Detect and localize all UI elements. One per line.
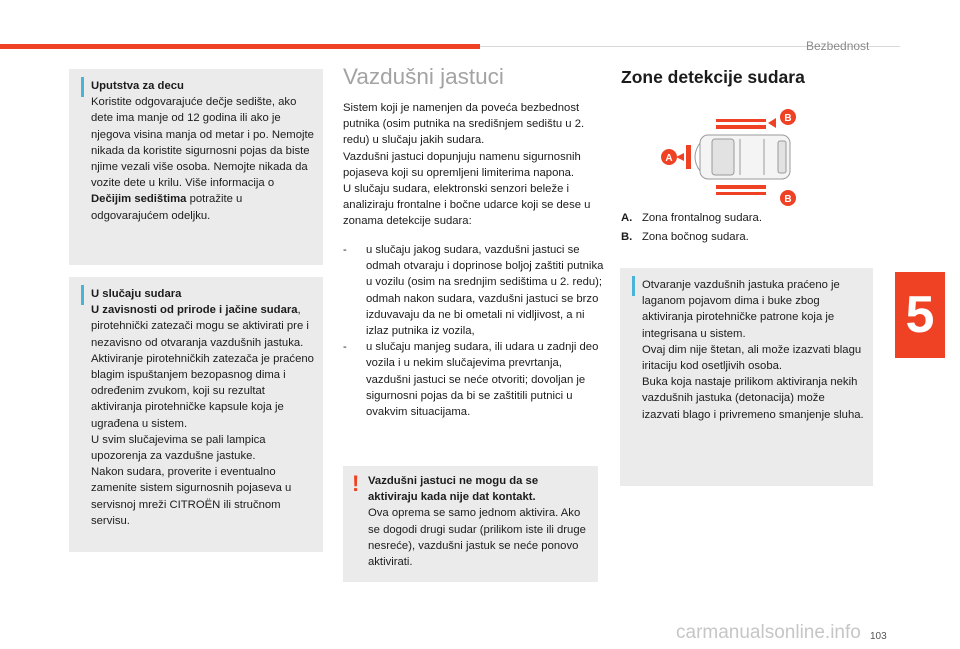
legend-item-b: B. Zona bočnog sudara. [621,231,749,243]
watermark: carmanualsonline.info [676,622,861,643]
chapter-tab: 5 [895,272,945,358]
info-box-title: Uputstva za decu [91,80,184,92]
info-box-text: Otvaranje vazdušnih jastuka praćeno je laganom pojavom dima i buke zbog aktiviranja pirotehničke patrone koja je integrisana u sistem. Ovaj dim nije štetan, ali može izazvati blagu iritaciju kod osetljivih osoba. Buka koja nastaje prilikom aktiviranja nekih vazdušnih jastuka (detonacija) može izazvati blago i privremeno smanjenje sluha. [642,279,864,421]
car-icon [695,135,790,179]
info-box-title: U slučaju sudara [91,288,182,300]
paragraph: U slučaju sudara, elektronski senzori beleže i analiziraju frontalne i bočne udarce koji se dese u zonama detekcije sudara: [343,183,591,228]
marker-b-top-label: B [784,113,792,124]
info-box-subtitle: U zavisnosti od prirode i jačine sudara [91,304,298,317]
info-box-tail: potražite u odgovarajućem odeljku. [91,193,243,222]
warning-title: Vazdušni jastuci ne mogu da se aktiviraju kada nije dat kontakt. [368,475,539,504]
info-box-text [91,78,315,224]
section-title: Bezbednost [806,39,870,53]
list-item: - u slučaju manjeg sudara, ili udara u zadnji deo vozila i u nekim slučajevima prevrtanja, vazdušni jastuci se neće otvoriti; dovoljan je sigurnosni pojas da bi se zaštitili putnici u ovakvim situacijama. [343,341,599,419]
list-item: - u slučaju jakog sudara, vazdušni jastuci se odmah otvaraju i doprinose boljoj zaštiti putnika u vozilu (osim na srednjim sedištima u 2. redu); odmah nakon sudara, vazdušni jastuci se brzo izduvavaju da ne bi ometali ni vidljivost, a ni izlaz putnika iz vozila, [343,244,604,338]
info-icon [81,77,84,97]
section-title-detection-zones: Zone detekcije sudara [621,67,805,87]
header-accent-bar [0,44,480,49]
warning-icon: ! [352,471,360,496]
child-seats-link[interactable]: Dečijim sedištima [91,193,187,206]
warning-box [343,466,598,582]
paragraph: Sistem koji je namenjen da poveća bezbednost putnika (osim putnika na središnjem sedištu u 2. redu) u slučaju jakih sudara. [343,102,585,147]
warning-text [368,473,590,570]
info-box-body: Koristite odgovarajuće dečje sedište, ako dete ima manje od 12 godina ili ako je njegova visina manja od metar i po. Nemojte nikada da koristite sigurnosni pojas da biste njime vezali više osoba. Nemojte nikada da vozite dete u krilu. Više informacija o [91,96,314,190]
info-box-paragraph: U svim slučajevima se pali lampica upozorenja za vazdušne jastuke. [91,433,266,463]
impact-zone-side-bottom [716,185,766,195]
warning-body: Ova oprema se samo jednom aktivira. Ako se dogodi drugi sudar (prilikom iste ili druge nesreće), vazdušni jastuk se neće ponovo aktivirati. [368,507,586,569]
info-box-collision [69,277,323,552]
legend-item-a: A. Zona frontalnog sudara. [621,212,762,224]
info-box-paragraph: Nakon sudara, proverite i eventualno zamenite sistem sigurnosnih pojaseva u servisnoj mreži CITROËN ili stručnom servisu. [91,466,292,527]
marker-a-label: A [665,153,673,164]
info-box-body: , pirotehnički zatezači mogu se aktivirati pre i nezavisno od otvaranja vazdušnih jastuka. Aktiviranje pirotehničkih zatezača je praćeno blagim ispuštanjem bezopasnog dima i određenim zvukom, koji su rezultat aktiviranja pirotehničke kapsule koja je ugrađena u sistem. [91,304,314,430]
page-title-airbags: Vazdušni jastuci [343,64,504,89]
airbags-intro [343,100,605,230]
car-detection-diagram [660,105,800,210]
info-icon [81,285,84,305]
info-box-smoke-noise [620,268,873,486]
paragraph: Vazdušni jastuci dopunjuju namenu sigurnosnih pojaseva koji su opremljeni limiterima napona. [343,150,581,179]
info-box-child-safety [69,69,323,265]
info-box-text [91,286,315,529]
info-icon [632,276,635,296]
impact-zone-front [676,145,691,169]
impact-zone-side-top [716,118,776,129]
airbags-list [343,242,605,420]
page-number: 103 [870,631,887,642]
marker-b-bottom-label: B [784,194,792,205]
